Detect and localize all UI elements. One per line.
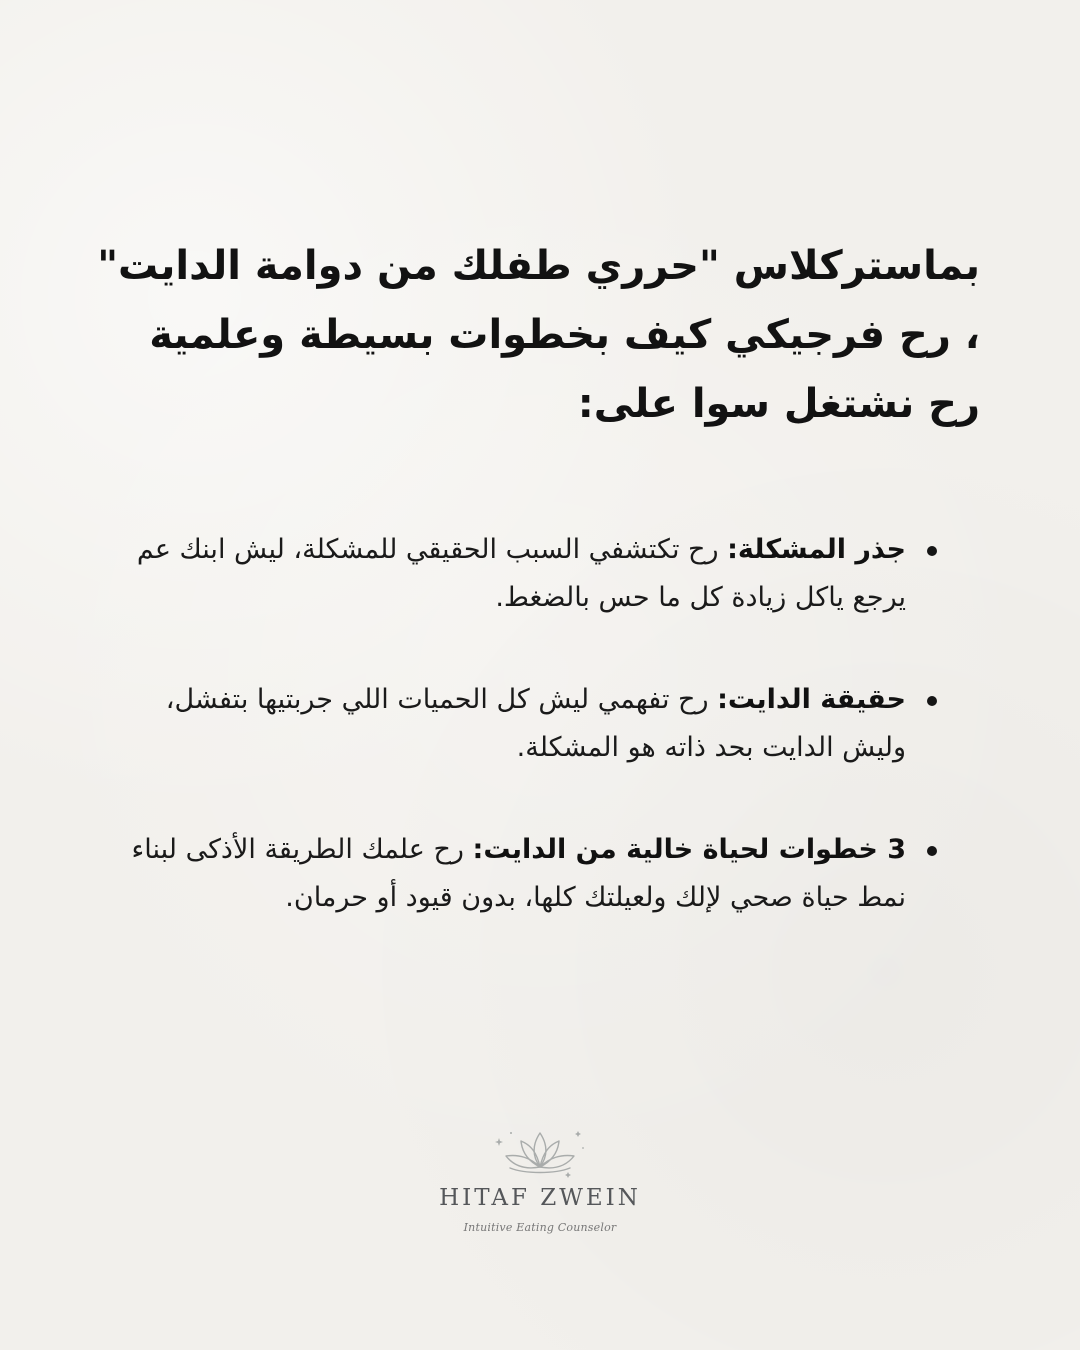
bullet-title: 3 خطوات لحياة خالية من الدايت <box>483 834 906 865</box>
bullet-dot-icon <box>927 696 937 706</box>
bullet-description: رح علمك الطريقة الأذكى لبناء نمط حياة صحي لإلك ولعيلتك كلها، بدون قيود أو حرمان. <box>131 834 906 913</box>
bullet-title: حقيقة الدايت <box>727 684 906 715</box>
post-content <box>90 232 980 913</box>
brand-signature <box>0 1125 1080 1235</box>
bullet-title: جذر المشكلة <box>737 534 906 565</box>
bullet-title-separator: : <box>727 534 738 565</box>
bullet-description: رح تفهمي ليش كل الحميات اللي جربتيها بتفشل، وليش الدايت بحد ذاته هو المشكلة. <box>165 684 906 763</box>
bullet-title-separator: : <box>472 834 484 865</box>
feature-list <box>110 526 980 976</box>
bullet-title-separator: : <box>717 684 728 715</box>
brand-subtitle: Intuitive Eating Counselor <box>463 1221 617 1234</box>
bullet-dot-icon <box>927 546 937 556</box>
post-heading: بماستركلاس "حرري طفلك من دوامة الدايت" ، رح فرجيكي كيف بخطوات بسيطة وعلمية رح نشتغل سوا على: <box>97 243 980 427</box>
list-item <box>110 676 980 772</box>
brand-name: HITAF ZWEIN <box>439 1185 641 1211</box>
bullet-description: رح تكتشفي السبب الحقيقي للمشكلة، ليش ابنك عم يرجع ياكل زيادة كل ما حس بالضغط. <box>136 534 906 613</box>
lotus-logo-icon <box>485 1125 595 1183</box>
list-item <box>110 826 980 922</box>
list-item <box>110 526 980 622</box>
bullet-dot-icon <box>927 846 937 856</box>
